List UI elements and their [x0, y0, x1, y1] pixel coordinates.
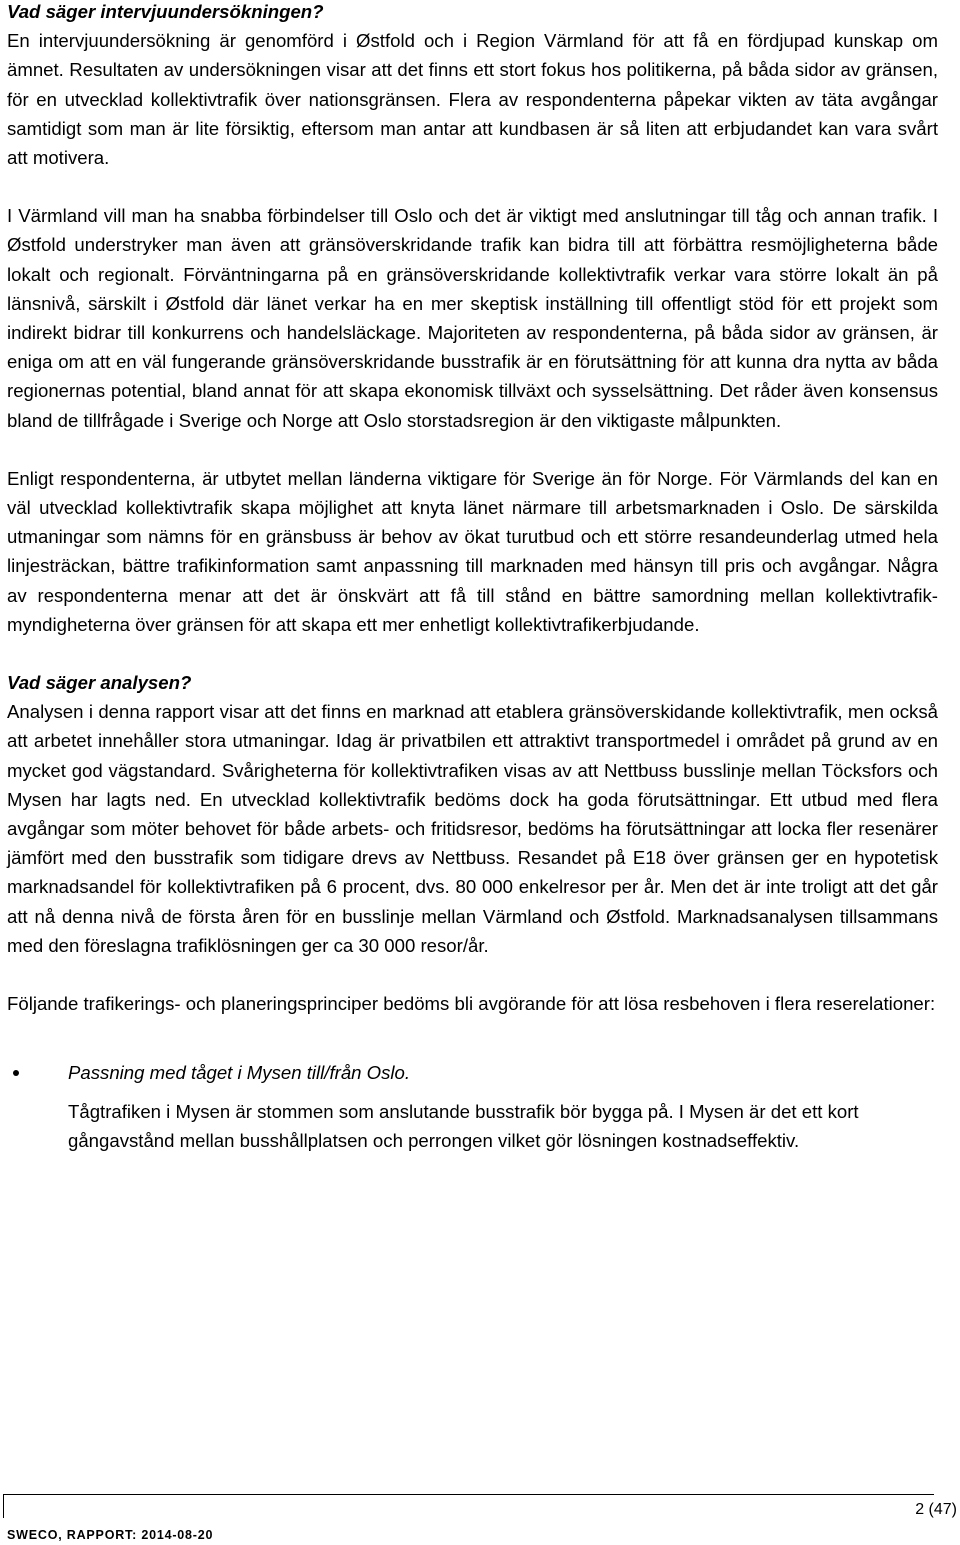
page-footer	[0, 1494, 960, 1545]
footer-divider	[3, 1494, 934, 1495]
paragraph-gap	[7, 639, 938, 668]
paragraph-gap	[7, 435, 938, 464]
footer-report-meta: SWECO, RAPPORT: 2014-08-20	[7, 1528, 214, 1542]
section-heading-analysis: Vad säger analysen?	[7, 672, 192, 694]
section-heading-interview: Vad säger intervjuundersökningen?	[7, 1, 324, 22]
bullet-body: Tågtrafiken i Mysen är stommen som anslutande busstrafik bör bygga på. I Mysen är det ett kort gångavstånd mellan busshållplatsen och perrongen vilket gör lösningen kostnadseffektiv.	[68, 1100, 859, 1151]
bullet-item	[7, 1058, 938, 1155]
bullet-dot-icon	[13, 1070, 19, 1076]
document-body	[7, 0, 938, 1155]
page-number: 2 (47)	[915, 1501, 957, 1518]
paragraph-principles-intro: Följande trafikerings- och planeringsprinciper bedöms bli avgörande för att lösa resbehoven i flera reserelationer:	[7, 993, 936, 1015]
paragraph-gap	[7, 172, 938, 201]
paragraph-varmland-ostfold: I Värmland vill man ha snabba förbindelser till Oslo och det är viktigt med anslutningar till tåg och annan trafik. I Østfold understryker man även att gränsöverskridande trafik kan bidra till att förbättra resmöjligheterna både lokalt och regionalt. Förväntningarna på en gränsöverskridande kollektivtrafik verkar vara större lokalt än på länsnivå, särskilt i Østfold där länet verkar ha en mer skeptisk inställning till offentligt stöd för ett projekt som indirekt bidrar till konkurrens och handelsläckage. Majoriteten av respondenterna, på båda sidor av gränsen, är eniga om att en väl fungerande gränsöverskridande busstrafik är en förutsättning för att kunna dra nytta av båda regionernas potential, bland annat för att skapa ekonomisk tillväxt och sysselsättning. Det råder även konsensus bland de tillfrågade i Sverige och Norge att Oslo storstadsregion är den viktigaste målpunkten.	[7, 205, 938, 431]
footer-divider-tick	[3, 1494, 4, 1518]
paragraph-gap	[7, 1018, 938, 1058]
paragraph-interview-intro: En intervjuundersökning är genomförd i Østfold och i Region Värmland för att få en fördjupad kunskap om ämnet. Resultaten av undersökningen visar att det finns ett stort fokus hos politikerna, på båda sidor av gränsen, för en utvecklad kollektivtrafik över nationsgränsen. Flera av respondenterna påpekar vikten av täta avgångar samtidigt som man är lite försiktig, eftersom man antar att kundbasen är så liten att erbjudandet kan vara svårt att motivera.	[7, 30, 938, 169]
paragraph-gap	[7, 960, 938, 989]
bullet-title: Passning med tåget i Mysen till/från Oslo.	[68, 1062, 411, 1084]
paragraph-analysis: Analysen i denna rapport visar att det finns en marknad att etablera gränsöverskidande kollektivtrafik, men också att arbetet innehåller stora utmaningar. Idag är privatbilen ett attraktivt transportmedel i området på grund av en mycket god vägstandard. Svårigheterna för kollektivtrafiken visas av att Nettbuss busslinje mellan Töcksfors och Mysen har lagts ned. En utvecklad kollektivtrafik bedöms dock ha goda förutsättningar. Ett utbud med flera avgångar som möter behovet för både arbets- och fritidsresor, bedöms ha förutsättningar att locka fler resenärer jämfört med den busstrafik som tidigare drevs av Nettbuss. Resandet på E18 över gränsen ger en hypotetisk marknadsandel för kollektivtrafiken på 6 procent, dvs. 80 000 enkelresor per år. Men det är inte troligt att det går att nå denna nivå de första åren för en busslinje mellan Värmland och Østfold. Marknadsanalysen tillsammans med den föreslagna trafiklösningen ger ca 30 000 resor/år.	[7, 701, 938, 956]
paragraph-respondents-exchange: Enligt respondenterna, är utbytet mellan länderna viktigare för Sverige än för Norge. För Värmlands del kan en väl utvecklad kollektivtrafik skapa möjlighet att knyta länet närmare till arbetsmarknaden i Oslo. De särskilda utmaningar som nämns för en gränsbuss är behov av ökat turutbud och ett större resandeunderlag utmed hela linjesträckan, bättre trafikinformation samt anpassning till marknaden med hänsyn till pris och avgångar. Några av respondenterna menar att det är önskvärt att få till stånd en bättre samordning mellan kollektivtrafik-myndigheterna över gränsen för att skapa ett mer enhetligt kollektivtrafikerbjudande.	[7, 467, 938, 635]
